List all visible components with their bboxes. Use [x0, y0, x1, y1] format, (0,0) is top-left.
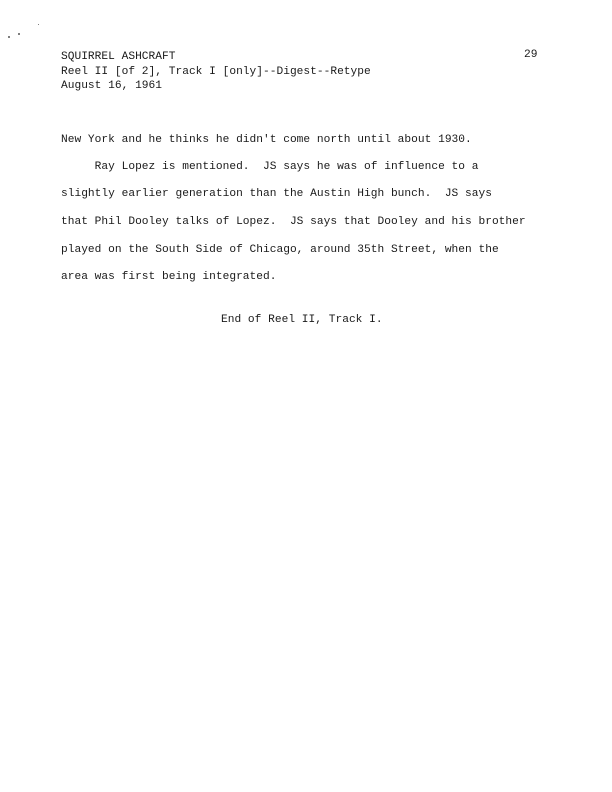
reel-track-info: Reel II [of 2], Track I [only]--Digest--Retype — [61, 66, 371, 78]
body-line: Ray Lopez is mentioned. JS says he was of influence to a — [61, 161, 479, 173]
scan-speck — [38, 24, 39, 25]
interview-date: August 16, 1961 — [61, 80, 163, 92]
body-line: New York and he thinks he didn't come north until about 1930. — [61, 134, 472, 146]
speaker-name: SQUIRREL ASHCRAFT — [61, 51, 176, 63]
body-line: that Phil Dooley talks of Lopez. JS says that Dooley and his brother — [61, 216, 526, 228]
closing-note: End of Reel II, Track I. — [221, 314, 383, 326]
body-line: slightly earlier generation than the Austin High bunch. JS says — [61, 188, 492, 200]
page-number: 29 — [524, 49, 538, 61]
body-line: played on the South Side of Chicago, around 35th Street, when the — [61, 244, 499, 256]
scan-speck — [8, 36, 10, 38]
scan-speck — [18, 33, 20, 35]
body-line: area was first being integrated. — [61, 271, 277, 283]
